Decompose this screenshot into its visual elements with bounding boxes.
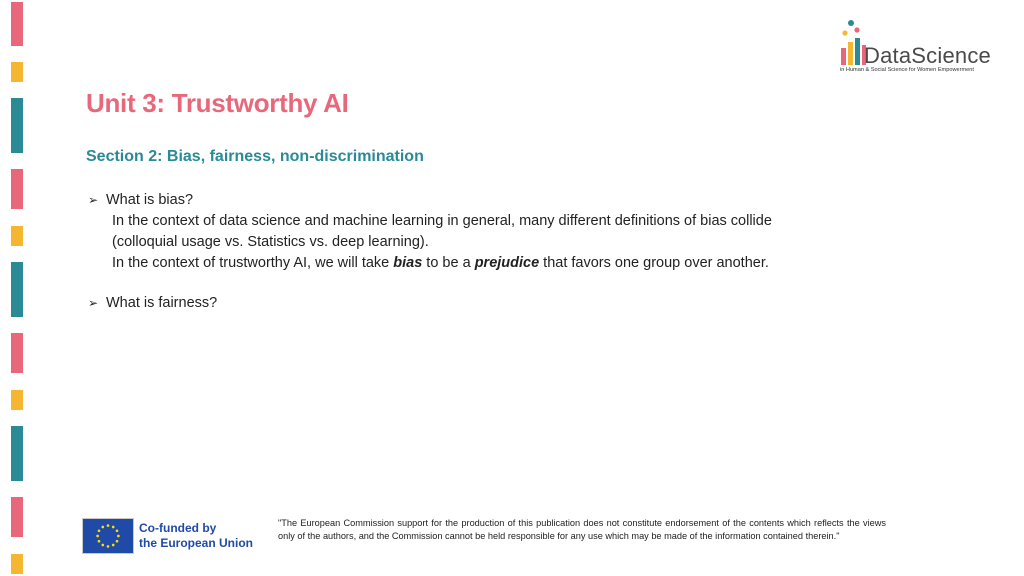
stripe-segment bbox=[11, 426, 23, 481]
eu-star bbox=[98, 540, 101, 543]
bullet-label: What is fairness? bbox=[106, 295, 218, 311]
stripe-segment bbox=[11, 98, 23, 153]
eu-disclaimer: "The European Commission support for the production of this publication does not constitute endorsement of the contents which reflects the views only of the authors, and the Commission cannot be held responsible for any use which may be made of the information contained therein." bbox=[278, 518, 886, 541]
eu-star bbox=[107, 545, 110, 548]
stripe-segment bbox=[11, 554, 23, 574]
bullet-what-is-fairness bbox=[88, 295, 217, 311]
stripe-segment bbox=[11, 226, 23, 246]
stripe-segment bbox=[11, 2, 23, 46]
eu-line-2: the European Union bbox=[139, 536, 253, 550]
eu-line-1: Co-funded by bbox=[139, 521, 217, 535]
emphasis-prejudice: prejudice bbox=[474, 255, 540, 271]
logo-tagline: in Human & Social Science for Women Empowerment bbox=[840, 67, 974, 73]
bias-paragraph-line-2: (colloquial usage vs. Statistics vs. deep learning). bbox=[112, 234, 429, 250]
stripe-segment bbox=[11, 62, 23, 82]
stripe-segment bbox=[11, 497, 23, 537]
arrow-bullet-icon: ➢ bbox=[88, 193, 99, 207]
eu-star bbox=[98, 529, 101, 532]
text-segment: that favors one group over another. bbox=[539, 255, 769, 271]
eu-star bbox=[107, 524, 110, 527]
datascience-logo bbox=[838, 18, 1008, 78]
stripe-segment bbox=[11, 390, 23, 410]
eu-cofunded-label bbox=[139, 521, 253, 551]
text-segment: to be a bbox=[422, 255, 475, 271]
bias-paragraph-line-1: In the context of data science and machine learning in general, many different definitions of bias collide bbox=[112, 213, 772, 229]
left-stripe-bar bbox=[11, 0, 23, 576]
arrow-bullet-icon: ➢ bbox=[88, 296, 99, 310]
eu-star bbox=[101, 526, 104, 529]
eu-star bbox=[116, 540, 119, 543]
section-heading: Section 2: Bias, fairness, non-discrimination bbox=[86, 148, 424, 165]
eu-star bbox=[96, 535, 99, 538]
emphasis-bias: bias bbox=[393, 255, 423, 271]
bullet-label: What is bias? bbox=[106, 192, 194, 208]
logo-word-science: Science bbox=[911, 43, 991, 68]
logo-word-data: Data bbox=[864, 43, 912, 68]
bias-paragraph-line-3 bbox=[112, 255, 769, 271]
eu-star bbox=[117, 535, 120, 538]
stripe-segment bbox=[11, 262, 23, 317]
eu-star bbox=[116, 529, 119, 532]
stripe-segment bbox=[11, 169, 23, 209]
eu-star bbox=[101, 544, 104, 547]
eu-star bbox=[112, 544, 115, 547]
eu-flag-icon bbox=[82, 518, 134, 554]
slide-title: Unit 3: Trustworthy AI bbox=[86, 88, 349, 118]
logo-wordmark bbox=[864, 43, 991, 69]
text-segment: In the context of trustworthy AI, we will take bbox=[112, 255, 394, 271]
eu-star bbox=[112, 526, 115, 529]
bullet-what-is-bias bbox=[88, 192, 193, 208]
stripe-segment bbox=[11, 333, 23, 373]
